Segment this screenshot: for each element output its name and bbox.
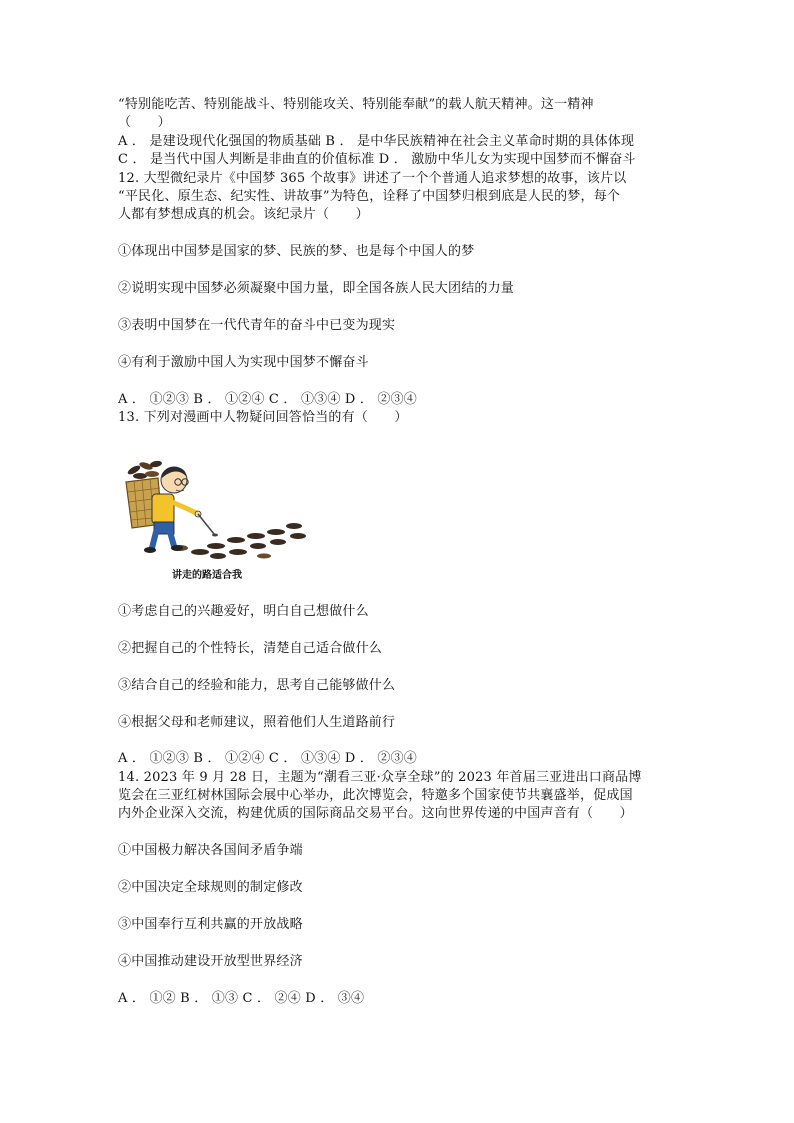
q11-options-cd: C ． 是当代中国人判断是非曲直的价值标准 D ． 激励中华儿女为实现中国梦而不懈奋斗 <box>118 152 636 167</box>
q12-stem-line3: 人都有梦想成真的机会。该纪录片（ ） <box>118 207 369 222</box>
cartoon-illustration <box>118 440 314 580</box>
q13-options: A ． ①②③ B ． ①②④ C ． ①③④ D ． ②③④ <box>118 751 417 766</box>
q13-statement-2: ②把握自己的个性特长，清楚自己适合做什么 <box>118 641 383 656</box>
q11-options-ab: A ． 是建设现代化强国的物质基础 B ． 是中华民族精神在社会主义革命时期的具体体现 <box>118 134 635 149</box>
q14-options: A ． ①② B ． ①③ C ． ②④ D ． ③④ <box>118 991 365 1006</box>
q12-options: A ． ①②③ B ． ①②④ C ． ①③④ D ． ②③④ <box>118 392 417 407</box>
q11-stem-bracket: （ ） <box>118 115 171 130</box>
q12-statement-3: ③表明中国梦在一代代青年的奋斗中已变为现实 <box>118 318 396 333</box>
footprints <box>172 523 306 559</box>
q13-statement-1: ①考虑自己的兴趣爱好，明白自己想做什么 <box>118 604 369 619</box>
q14-statement-3: ③中国奉行互利共赢的开放战略 <box>118 917 303 932</box>
q12-stem-line2: “平民化、原生态、纪实性、讲故事”为特色，诠释了中国梦归根到底是人民的梦，每个 <box>118 189 621 204</box>
q13-stem: 13. 下列对漫画中人物疑问回答恰当的有（ ） <box>118 410 408 425</box>
q12-stem-line1: 12. 大型微纪录片《中国梦 365 个故事》讲述了一个个普通人追求梦想的故事，该片以 <box>118 171 627 186</box>
q14-statement-1: ①中国极力解决各国间矛盾争端 <box>118 843 303 858</box>
q13-statement-4: ④根据父母和老师建议，照着他们人生道路前行 <box>118 715 396 730</box>
q14-stem-line1: 14. 2023 年 9 月 28 日，主题为“潮看三亚·众享全球”的 2023 年首届三亚进出口商品博 <box>118 770 642 785</box>
q13-statement-3: ③结合自己的经验和能力，思考自己能够做什么 <box>118 678 396 693</box>
q12-statement-1: ①体现出中国梦是国家的梦、民族的梦、也是每个中国人的梦 <box>118 244 475 259</box>
q14-statement-4: ④中国推动建设开放型世界经济 <box>118 954 303 969</box>
cartoon-caption: 讲走的路适合我 <box>172 570 242 581</box>
q14-statement-2: ②中国决定全球规则的制定修改 <box>118 880 303 895</box>
q14-stem-line3: 内外企业深入交流，构建优质的国际商品交易平台。这向世界传递的中国声音有（ ） <box>118 806 633 821</box>
q14-stem-line2: 览会在三亚红树林国际会展中心举办，此次博览会，特邀多个国家使节共襄盛举，促成国 <box>118 788 633 803</box>
q11-stem-line1: “特别能吃苦、特别能战斗、特别能攻关、特别能奉献”的载人航天精神。这一精神 <box>118 97 594 112</box>
q12-statement-2: ②说明实现中国梦必须凝聚中国力量，即全国各族人民大团结的力量 <box>118 281 515 296</box>
q12-statement-4: ④有利于激励中国人为实现中国梦不懈奋斗 <box>118 355 369 370</box>
